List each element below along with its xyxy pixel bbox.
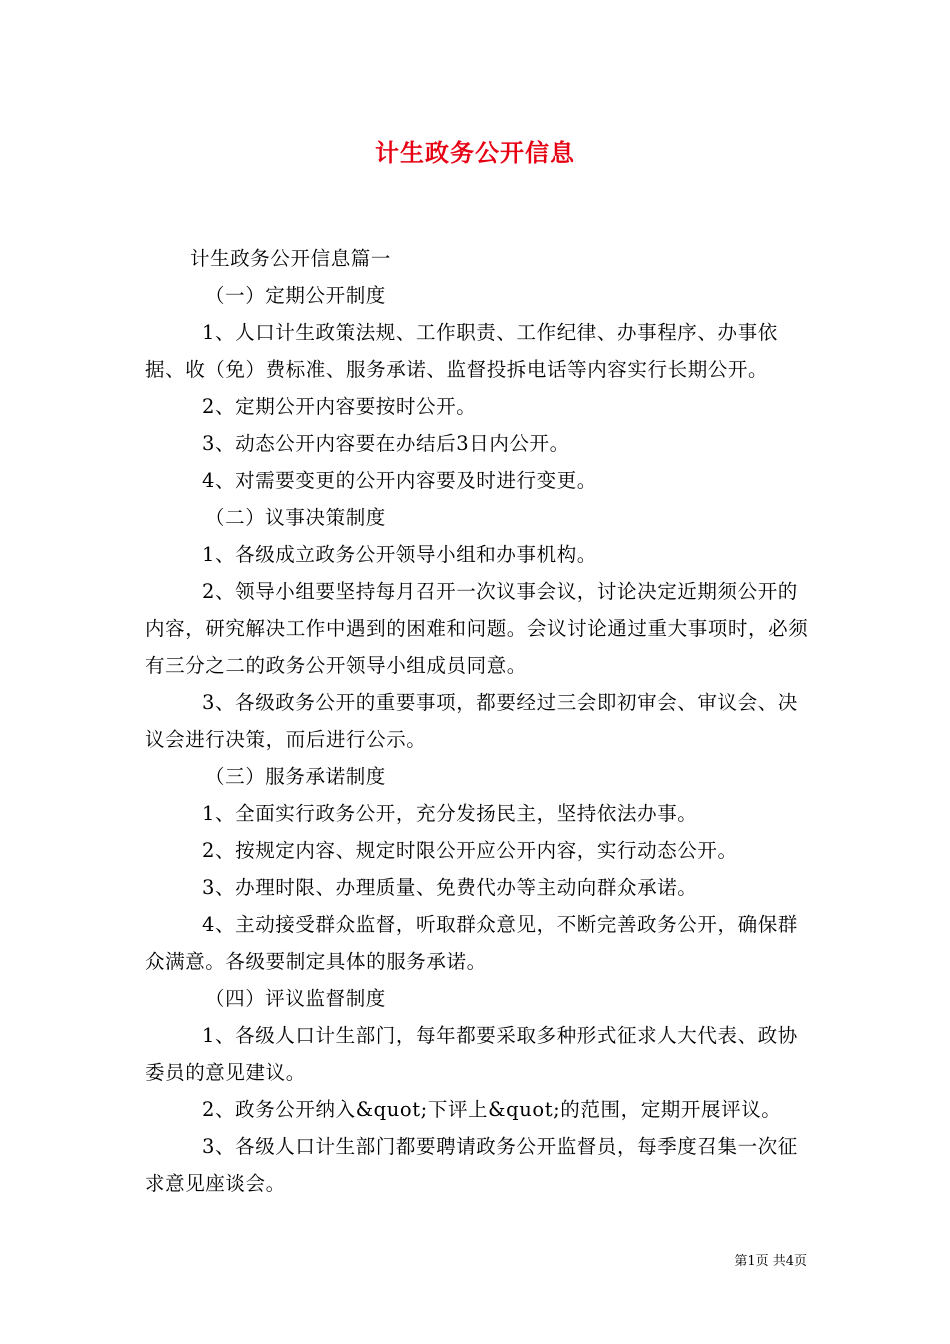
paragraph: 4、对需要变更的公开内容要及时进行变更。 — [202, 469, 597, 492]
page-title: 计生政务公开信息 — [375, 139, 575, 167]
paragraph: 3、办理时限、办理质量、免费代办等主动向群众承诺。 — [202, 876, 698, 899]
paragraph: 2、按规定内容、规定时限公开应公开内容，实行动态公开。 — [202, 839, 738, 862]
paragraph: 2、政务公开纳入&quot;下评上&quot;的范围，定期开展评议。 — [202, 1098, 782, 1121]
paragraph: 3、各级政务公开的重要事项，都要经过三会即初审会、审议会、决议会进行决策，而后进行公示。 — [145, 691, 798, 751]
paragraph: 1、各级人口计生部门，每年都要采取多种形式征求人大代表、政协委员的意见建议。 — [145, 1024, 798, 1084]
subsection-heading-3: （三）服务承诺制度 — [205, 765, 386, 788]
subsection-heading-2: （二）议事决策制度 — [205, 506, 386, 529]
subsection-heading-4: （四）评议监督制度 — [205, 987, 386, 1010]
paragraph: 2、定期公开内容要按时公开。 — [202, 395, 477, 418]
paragraph: 3、动态公开内容要在办结后3日内公开。 — [202, 432, 570, 455]
paragraph: 1、全面实行政务公开，充分发扬民主，坚持依法办事。 — [202, 802, 698, 825]
paragraph: 1、人口计生政策法规、工作职责、工作纪律、办事程序、办事依据、收（免）费标准、服务承诺、监督投拆电话等内容实行长期公开。 — [145, 321, 778, 381]
paragraph: 2、领导小组要坚持每月召开一次议事会议，讨论决定近期须公开的内容，研究解决工作中遇到的困难和问题。会议讨论通过重大事项时，必须有三分之二的政务公开领导小组成员同意。 — [145, 580, 809, 677]
paragraph: 3、各级人口计生部门都要聘请政务公开监督员，每季度召集一次征求意见座谈会。 — [145, 1135, 798, 1195]
document-body — [145, 240, 810, 1202]
paragraph: 4、主动接受群众监督，听取群众意见，不断完善政务公开，确保群众满意。各级要制定具体的服务承诺。 — [145, 913, 798, 973]
section-title: 计生政务公开信息篇一 — [190, 247, 392, 270]
paragraph: 1、各级成立政务公开领导小组和办事机构。 — [202, 543, 597, 566]
subsection-heading-1: （一）定期公开制度 — [205, 284, 386, 307]
page-footer: 第1页 共4页 — [734, 1254, 807, 1269]
